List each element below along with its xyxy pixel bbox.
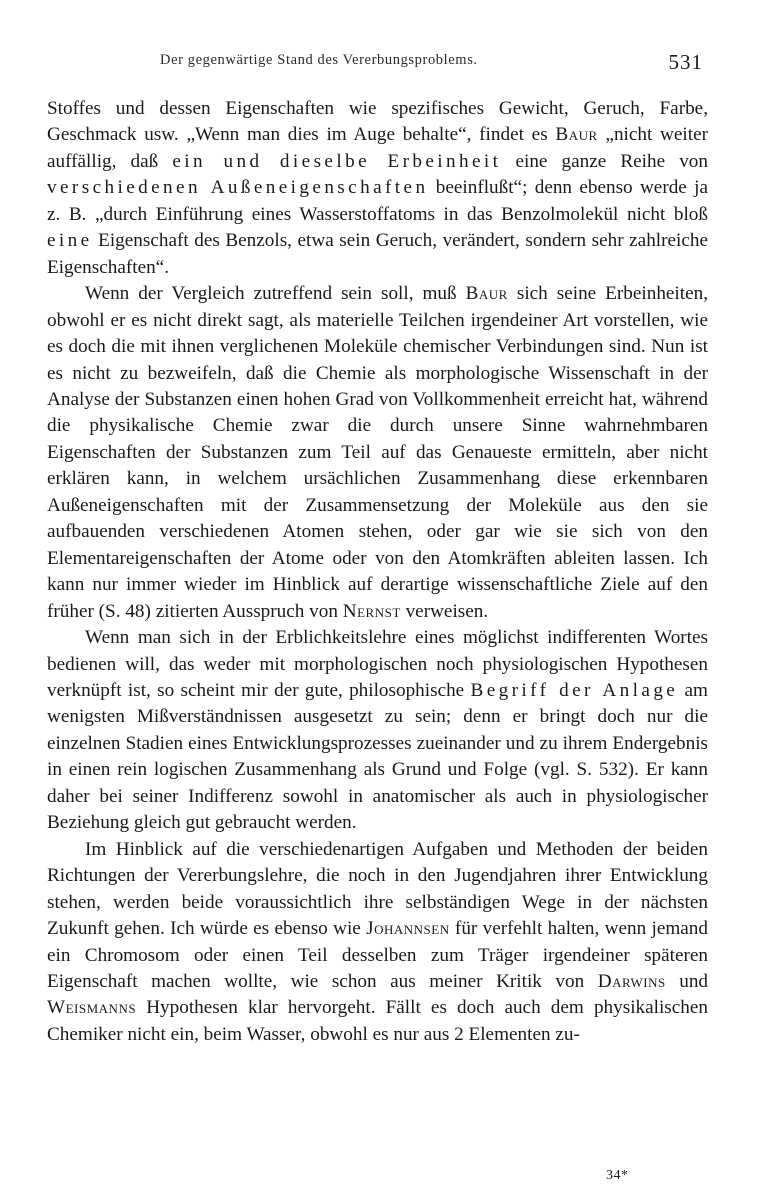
- spaced-emphasis: eine: [47, 230, 93, 252]
- running-head: Der gegenwärtige Stand des Vererbungsproblems.: [160, 52, 478, 68]
- author-name-baur: Baur: [465, 283, 508, 305]
- paragraph-4: [47, 837, 708, 1049]
- printer-signature: 34*: [606, 1168, 629, 1183]
- author-name-johannsen: Johannsen: [366, 918, 450, 940]
- text-run: „nicht weiter auffällig, daß: [47, 124, 708, 172]
- author-name-nernst: Nernst: [342, 600, 401, 622]
- paragraph-1: [47, 96, 708, 281]
- author-name-baur: Baur: [555, 124, 598, 146]
- text-run: Hypothesen klar hervorgeht. Fällt es doch auch dem physikalischen Chemiker nicht ein, beim Wasser, obwohl es nur aus 2 Elementen zu-: [47, 997, 708, 1045]
- text-run: und: [665, 970, 709, 992]
- text-run: Wenn der Vergleich zutreffend sein soll, muß: [85, 283, 466, 305]
- text-run: sich seine Erbeinheiten, obwohl er es nicht direkt sagt, als materielle Teilchen irgendeiner Art vorstellen, wie es doch die mit ihnen verglichenen Moleküle chemischer Verbindungen sind. Nun ist es nicht zu bezweifeln, daß die Chemie als morphologische Wissenschaft in der Analyse der Substanzen einen hohen Grad von Vollkommenheit erreicht hat, während die physikalische Chemie zwar die durch unsere Sinne wahrnehmbaren Eigenschaften der Substanzen zum Teil auf das Genaueste ermitteln, aber nicht erklären kann, in welchem ursächlichen Zusammenhang diese erkennbaren Außeneigenschaften mit der Zusammensetzung der Moleküle aus den sie aufbauenden verschiedenen Atomen stehen, oder gar wie sie sich von den Elementareigenschaften der Atome oder von den Atomkräften ableiten lassen. Ich kann nur immer wieder im Hinblick auf derartige wissenschaftliche Ziele auf den früher (S. 48) zitierten Ausspruch von: [47, 283, 709, 622]
- text-run: Im Hinblick auf die verschiedenartigen Aufgaben und Methoden der beiden Richtungen der Vererbungslehre, die noch in den Jugendjahren ihrer Entwicklung stehen, werden beide voraussichtlich ihre selbständigen Wege in der nächsten Zukunft gehen. Ich würde es ebenso wie: [47, 838, 708, 940]
- body-text: [47, 96, 708, 1048]
- text-run: am wenigsten Mißverständnissen ausgesetzt zu sein; denn er bringt doch nur die einzelnen Stadien eines Entwicklungsprozesses zueinander und zu ihrem Endergebnis in einen rein logischen Zusammenhang als Grund und Folge (vgl. S. 532). Er kann daher bei seiner Indifferenz sowohl in anatomischer als auch in physiologischer Beziehung gleich gut gebraucht werden.: [47, 679, 708, 834]
- author-name-darwins: Darwins: [597, 970, 666, 992]
- text-run: eine ganze Reihe von: [501, 150, 708, 172]
- text-run: Wenn man sich in der Erblichkeitslehre eines möglichst indifferenten Wortes bedienen will, das weder mit morphologischen noch physiologischen Hypothesen verknüpft ist, so scheint mir der gute, philosophische: [47, 627, 708, 701]
- author-name-weismanns: Weismanns: [47, 997, 137, 1019]
- spaced-emphasis: verschiedenen Außeneigenschaften: [47, 177, 429, 199]
- text-run: Eigenschaft des Benzols, etwa sein Geruch, verändert, sondern sehr zahlreiche Eigenschaften“.: [47, 230, 708, 278]
- spaced-emphasis: ein und dieselbe Erbeinheit: [172, 150, 502, 172]
- paragraph-2: [47, 281, 708, 625]
- paragraph-3: [47, 625, 708, 837]
- page-number: 531: [668, 50, 703, 74]
- text-run: Stoffes und dessen Eigenschaften wie spezifisches Gewicht, Geruch, Farbe, Geschmack usw. „Wenn man dies im Auge behalte“, findet es: [47, 98, 708, 146]
- text-run: beeinflußt“; denn ebenso werde ja z. B. „durch Einführung eines Wasserstoffatoms in das Benzolmolekül nicht bloß: [47, 177, 709, 225]
- text-run: verweisen.: [400, 600, 489, 622]
- text-run: für verfehlt halten, wenn jemand ein Chromosom oder einen Teil desselben zum Träger irgendeiner späteren Eigenschaft machen wollte, wie schon aus meiner Kritik von: [47, 918, 708, 992]
- spaced-emphasis: Begriff der Anlage: [470, 679, 679, 701]
